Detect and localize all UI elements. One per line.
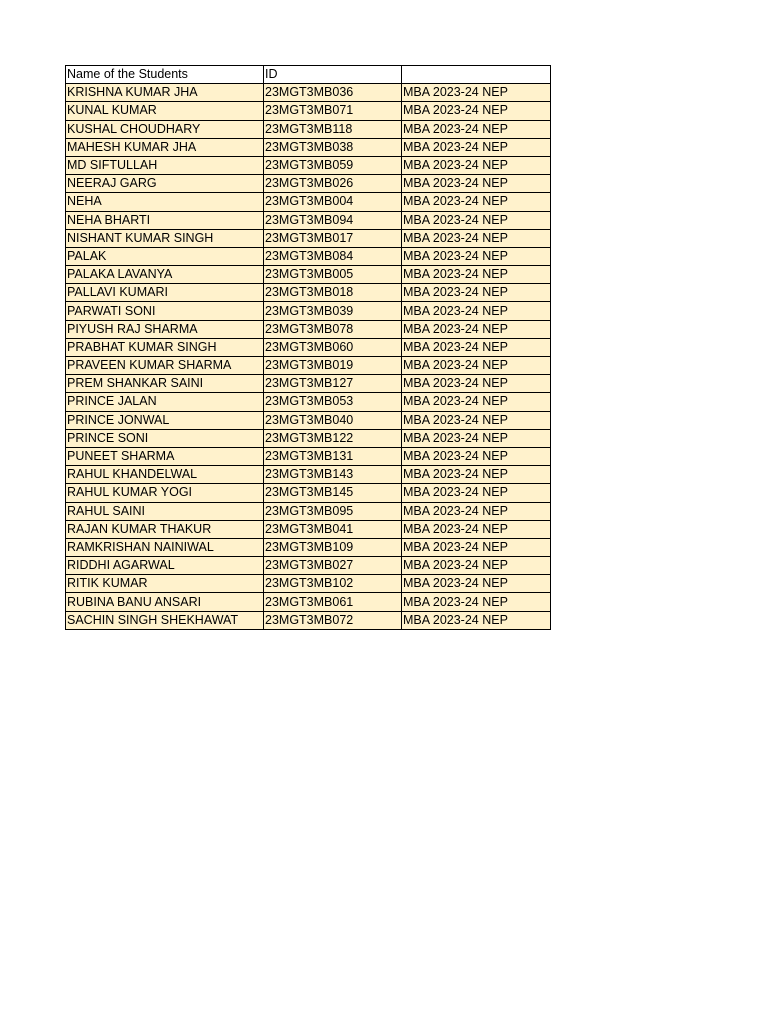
student-name-cell[interactable]: PRINCE SONI <box>66 429 264 447</box>
table-row <box>66 338 551 356</box>
student-id-cell[interactable]: 23MGT3MB053 <box>264 393 402 411</box>
student-name-cell[interactable]: KUNAL KUMAR <box>66 102 264 120</box>
table-row <box>66 193 551 211</box>
table-row <box>66 429 551 447</box>
student-name-cell[interactable]: PRABHAT KUMAR SINGH <box>66 338 264 356</box>
student-name-cell[interactable]: PARWATI SONI <box>66 302 264 320</box>
table-row <box>66 138 551 156</box>
student-name-cell[interactable]: PALAK <box>66 247 264 265</box>
program-cell[interactable]: MBA 2023-24 NEP <box>402 375 551 393</box>
student-name-cell[interactable]: RAHUL SAINI <box>66 502 264 520</box>
student-id-cell[interactable]: 23MGT3MB019 <box>264 357 402 375</box>
student-name-cell[interactable]: PREM SHANKAR SAINI <box>66 375 264 393</box>
program-cell[interactable]: MBA 2023-24 NEP <box>402 338 551 356</box>
table-row <box>66 247 551 265</box>
program-cell[interactable]: MBA 2023-24 NEP <box>402 229 551 247</box>
program-cell[interactable]: MBA 2023-24 NEP <box>402 102 551 120</box>
student-id-cell[interactable]: 23MGT3MB078 <box>264 320 402 338</box>
student-name-cell[interactable]: NISHANT KUMAR SINGH <box>66 229 264 247</box>
student-id-cell[interactable]: 23MGT3MB102 <box>264 575 402 593</box>
student-id-cell[interactable]: 23MGT3MB038 <box>264 138 402 156</box>
program-cell[interactable]: MBA 2023-24 NEP <box>402 466 551 484</box>
program-cell[interactable]: MBA 2023-24 NEP <box>402 138 551 156</box>
table-row <box>66 538 551 556</box>
header-cell-id[interactable]: ID <box>264 66 402 84</box>
table-row <box>66 102 551 120</box>
program-cell[interactable]: MBA 2023-24 NEP <box>402 284 551 302</box>
program-cell[interactable]: MBA 2023-24 NEP <box>402 557 551 575</box>
program-cell[interactable]: MBA 2023-24 NEP <box>402 156 551 174</box>
table-row <box>66 484 551 502</box>
table-row <box>66 520 551 538</box>
student-name-cell[interactable]: RAHUL KHANDELWAL <box>66 466 264 484</box>
student-name-cell[interactable]: NEERAJ GARG <box>66 175 264 193</box>
student-name-cell[interactable]: PRINCE JONWAL <box>66 411 264 429</box>
student-id-cell[interactable]: 23MGT3MB109 <box>264 538 402 556</box>
student-id-cell[interactable]: 23MGT3MB004 <box>264 193 402 211</box>
student-id-cell[interactable]: 23MGT3MB071 <box>264 102 402 120</box>
table-row <box>66 593 551 611</box>
program-cell[interactable]: MBA 2023-24 NEP <box>402 247 551 265</box>
table-row <box>66 266 551 284</box>
program-cell[interactable]: MBA 2023-24 NEP <box>402 84 551 102</box>
student-id-cell[interactable]: 23MGT3MB131 <box>264 447 402 465</box>
student-id-cell[interactable]: 23MGT3MB040 <box>264 411 402 429</box>
table-row <box>66 175 551 193</box>
student-name-cell[interactable]: RIDDHI AGARWAL <box>66 557 264 575</box>
student-name-cell[interactable]: KRISHNA KUMAR JHA <box>66 84 264 102</box>
program-cell[interactable]: MBA 2023-24 NEP <box>402 175 551 193</box>
student-id-cell[interactable]: 23MGT3MB061 <box>264 593 402 611</box>
table-row <box>66 284 551 302</box>
table-row <box>66 357 551 375</box>
student-name-cell[interactable]: SACHIN SINGH SHEKHAWAT <box>66 611 264 629</box>
student-id-cell[interactable]: 23MGT3MB094 <box>264 211 402 229</box>
student-id-cell[interactable]: 23MGT3MB018 <box>264 284 402 302</box>
student-name-cell[interactable]: PUNEET SHARMA <box>66 447 264 465</box>
table-row <box>66 156 551 174</box>
table-row <box>66 120 551 138</box>
program-cell[interactable]: MBA 2023-24 NEP <box>402 593 551 611</box>
student-id-cell[interactable]: 23MGT3MB059 <box>264 156 402 174</box>
student-name-cell[interactable]: RAMKRISHAN NAINIWAL <box>66 538 264 556</box>
program-cell[interactable]: MBA 2023-24 NEP <box>402 211 551 229</box>
student-name-cell[interactable]: RITIK KUMAR <box>66 575 264 593</box>
student-id-cell[interactable]: 23MGT3MB026 <box>264 175 402 193</box>
table-row <box>66 211 551 229</box>
program-cell[interactable]: MBA 2023-24 NEP <box>402 193 551 211</box>
student-id-cell[interactable]: 23MGT3MB118 <box>264 120 402 138</box>
student-name-cell[interactable]: PRAVEEN KUMAR SHARMA <box>66 357 264 375</box>
header-cell-name[interactable]: Name of the Students <box>66 66 264 84</box>
header-cell-program[interactable] <box>402 66 551 84</box>
student-name-cell[interactable]: RUBINA BANU ANSARI <box>66 593 264 611</box>
table-row <box>66 229 551 247</box>
student-name-cell[interactable]: PALLAVI KUMARI <box>66 284 264 302</box>
student-name-cell[interactable]: RAJAN KUMAR THAKUR <box>66 520 264 538</box>
student-name-cell[interactable]: MD SIFTULLAH <box>66 156 264 174</box>
student-name-cell[interactable]: PIYUSH RAJ SHARMA <box>66 320 264 338</box>
student-list-table <box>65 65 551 630</box>
program-cell[interactable]: MBA 2023-24 NEP <box>402 484 551 502</box>
student-id-cell[interactable]: 23MGT3MB127 <box>264 375 402 393</box>
table-row <box>66 302 551 320</box>
table-row <box>66 611 551 629</box>
table-row <box>66 320 551 338</box>
table-row <box>66 466 551 484</box>
student-name-cell[interactable]: PRINCE JALAN <box>66 393 264 411</box>
table-row <box>66 375 551 393</box>
program-cell[interactable]: MBA 2023-24 NEP <box>402 538 551 556</box>
student-name-cell[interactable]: KUSHAL CHOUDHARY <box>66 120 264 138</box>
program-cell[interactable]: MBA 2023-24 NEP <box>402 357 551 375</box>
student-id-cell[interactable]: 23MGT3MB036 <box>264 84 402 102</box>
table-row <box>66 447 551 465</box>
student-id-cell[interactable]: 23MGT3MB072 <box>264 611 402 629</box>
table-row <box>66 393 551 411</box>
header-row <box>66 66 551 84</box>
student-name-cell[interactable]: MAHESH KUMAR JHA <box>66 138 264 156</box>
program-cell[interactable]: MBA 2023-24 NEP <box>402 411 551 429</box>
student-id-cell[interactable]: 23MGT3MB005 <box>264 266 402 284</box>
student-id-cell[interactable]: 23MGT3MB084 <box>264 247 402 265</box>
program-cell[interactable]: MBA 2023-24 NEP <box>402 393 551 411</box>
program-cell[interactable]: MBA 2023-24 NEP <box>402 575 551 593</box>
student-id-cell[interactable]: 23MGT3MB060 <box>264 338 402 356</box>
student-id-cell[interactable]: 23MGT3MB122 <box>264 429 402 447</box>
program-cell[interactable]: MBA 2023-24 NEP <box>402 429 551 447</box>
student-id-cell[interactable]: 23MGT3MB027 <box>264 557 402 575</box>
program-cell[interactable]: MBA 2023-24 NEP <box>402 611 551 629</box>
student-name-cell[interactable]: RAHUL KUMAR YOGI <box>66 484 264 502</box>
student-id-cell[interactable]: 23MGT3MB143 <box>264 466 402 484</box>
student-id-cell[interactable]: 23MGT3MB039 <box>264 302 402 320</box>
student-id-cell[interactable]: 23MGT3MB095 <box>264 502 402 520</box>
program-cell[interactable]: MBA 2023-24 NEP <box>402 447 551 465</box>
program-cell[interactable]: MBA 2023-24 NEP <box>402 302 551 320</box>
student-id-cell[interactable]: 23MGT3MB041 <box>264 520 402 538</box>
student-name-cell[interactable]: NEHA BHARTI <box>66 211 264 229</box>
table-row <box>66 84 551 102</box>
table-body <box>66 66 551 630</box>
student-id-cell[interactable]: 23MGT3MB017 <box>264 229 402 247</box>
student-name-cell[interactable]: NEHA <box>66 193 264 211</box>
student-id-cell[interactable]: 23MGT3MB145 <box>264 484 402 502</box>
table-row <box>66 411 551 429</box>
student-name-cell[interactable]: PALAKA LAVANYA <box>66 266 264 284</box>
program-cell[interactable]: MBA 2023-24 NEP <box>402 266 551 284</box>
program-cell[interactable]: MBA 2023-24 NEP <box>402 502 551 520</box>
table-row <box>66 502 551 520</box>
program-cell[interactable]: MBA 2023-24 NEP <box>402 520 551 538</box>
table-row <box>66 575 551 593</box>
program-cell[interactable]: MBA 2023-24 NEP <box>402 320 551 338</box>
table-row <box>66 557 551 575</box>
program-cell[interactable]: MBA 2023-24 NEP <box>402 120 551 138</box>
